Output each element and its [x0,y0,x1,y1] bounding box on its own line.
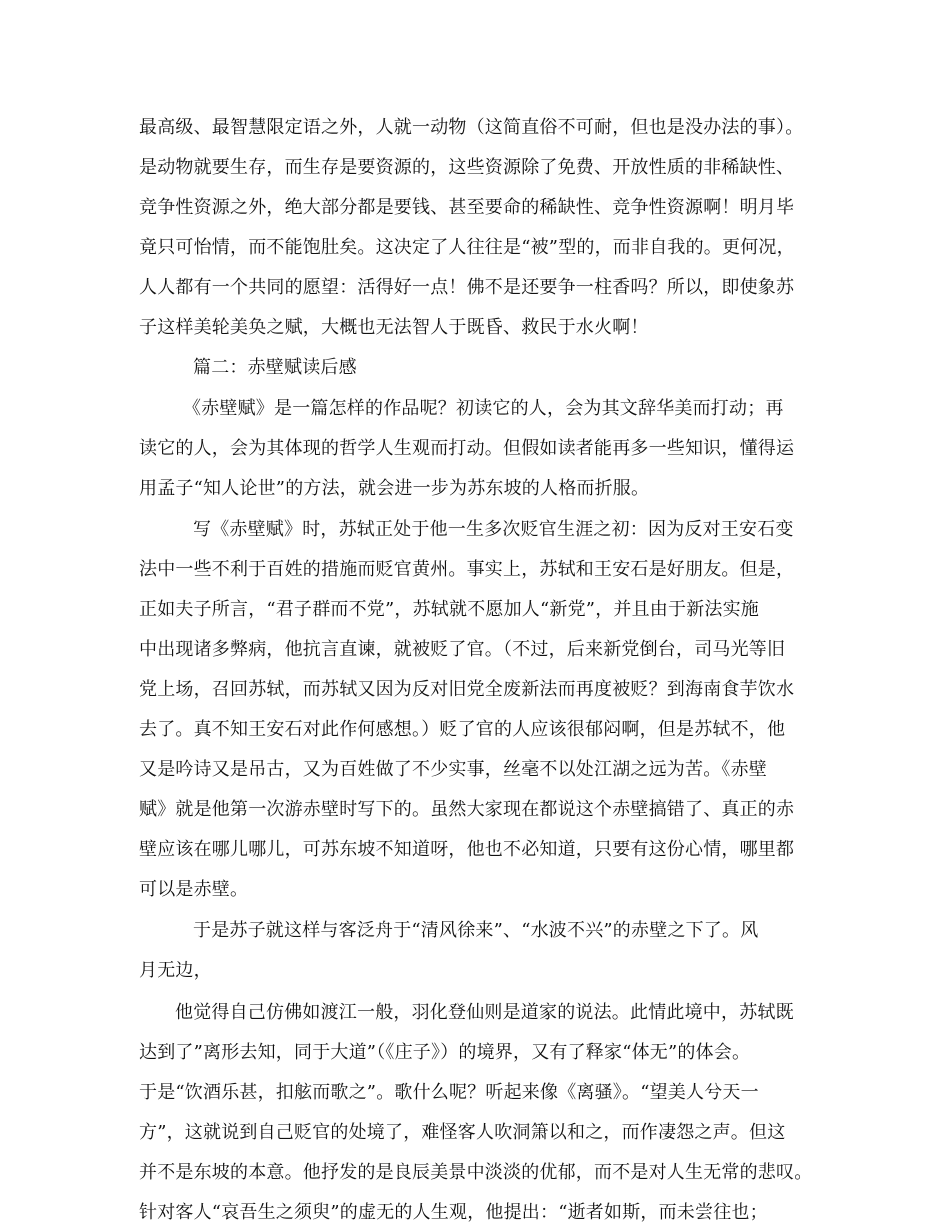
text-line: 他觉得自己仿佛如渡江一般，羽化登仙则是道家的说法。此情此境中，苏轼既 [175,1002,794,1023]
text-line: 达到了”离形去知，同于大道”（《庄子》）的境界，又有了释家“体无”的体会。 [139,1042,751,1063]
text-line: 用孟子“知人论世”的方法，就会进一步为苏东坡的人格而折服。 [139,478,650,499]
text-line: 《赤壁赋》是一篇怎样的作品呢？初读它的人，会为其文辞华美而打动；再 [183,398,784,419]
text-line: 壁应该在哪儿哪儿，可苏东坡不知道呀，他也不必知道，只要有这份心情，哪里都 [139,839,795,860]
text-line: 写《赤壁赋》时，苏轼正处于他一生多次贬官生涯之初：因为反对王安石变 [193,519,794,540]
text-line: 并不是东坡的本意。他抒发的是良辰美景中淡淡的优郁，而不是对人生无常的悲叹。 [139,1162,813,1183]
text-line: 去了。真不知王安石对此作何感想。）贬了官的人应该很郁闷啊，但是苏轼不，他 [139,719,786,740]
text-line: 人人都有一个共同的愿望：活得好一点！佛不是还要争一柱香吗？所以，即使象苏 [139,277,795,298]
section-heading: 篇二：赤壁赋读后感 [193,357,357,378]
text-line: 党上场，召回苏轼，而苏轼又因为反对旧党全废新法而再度被贬？到海南食芋饮水 [139,679,795,700]
text-line: 方”，这就说到自己贬官的处境了，难怪客人吹洞箫以和之，而作凄怨之声。但这 [139,1122,786,1143]
text-line: 可以是赤壁。 [139,879,249,900]
text-line: 针对客人“哀吾生之须臾”的虚无的人生观，他提出：“逝者如斯，而未尝往也； [139,1202,768,1223]
text-line: 月无边， [139,960,212,981]
text-line: 于是苏子就这样与客泛舟于“清风徐来”、“水波不兴”的赤壁之下了。风 [193,920,759,941]
text-line: 赋》就是他第一次游赤壁时写下的。虽然大家现在都说这个赤壁搞错了、真正的赤 [139,799,795,820]
text-line: 法中一些不利于百姓的措施而贬官黄州。事实上，苏轼和王安石是好朋友。但是， [139,559,795,580]
text-line: 读它的人，会为其体现的哲学人生观而打动。但假如读者能再多一些知识，懂得运 [139,438,795,459]
text-line: 正如夫子所言，“君子群而不党”，苏轼就不愿加人“新党”，并且由于新法实施 [139,599,760,620]
text-line: 子这样美轮美奂之赋，大概也无法智人于既昏、救民于水火啊！ [139,317,649,338]
text-line: 竞争性资源之外，绝大部分都是要钱、甚至要命的稀缺性、竞争性资源啊！明月毕 [139,197,795,218]
text-line: 又是吟诗又是吊古，又为百姓做了不少实事，丝毫不以处江湖之远为苦。《赤壁 [139,759,767,780]
text-line: 中出现诸多弊病，他抗言直谏，就被贬了官。（不过，后来新党倒台，司马光等旧 [139,639,786,660]
text-line: 于是“饮酒乐甚，扣舷而歌之”。歌什么呢？听起来像《离骚》。“望美人兮天一 [139,1082,759,1103]
text-line: 竟只可怡情，而不能饱肚矣。这决定了人往往是“被”型的，而非自我的。更何况， [139,237,795,258]
text-line: 最高级、最智慧限定语之外，人就一动物（这简直俗不可耐，但也是没办法的事）。 [139,117,804,138]
text-line: 是动物就要生存，而生存是要资源的，这些资源除了免费、开放性质的非稀缺性、 [139,157,795,178]
